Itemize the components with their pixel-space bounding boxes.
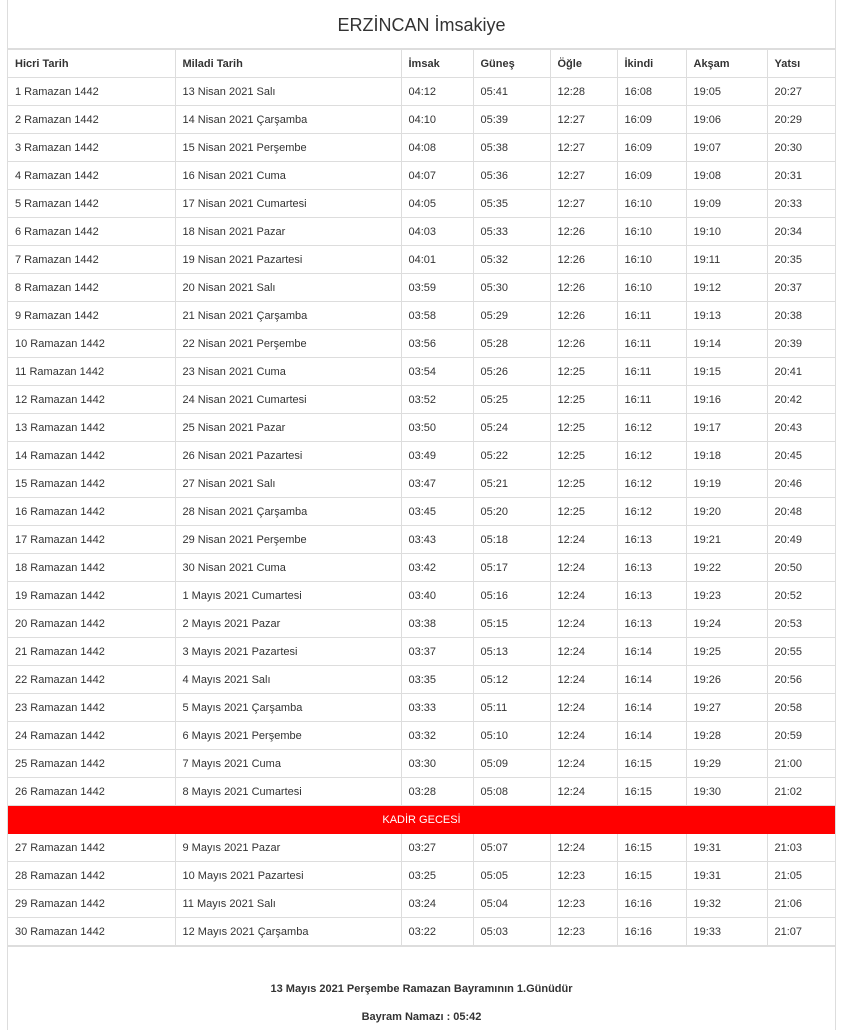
cell-hicri: 25 Ramazan 1442 xyxy=(8,750,175,778)
cell-ogle: 12:24 xyxy=(550,694,617,722)
table-row xyxy=(8,526,835,554)
table-row xyxy=(8,442,835,470)
cell-yatsi: 21:00 xyxy=(767,750,835,778)
cell-gunes: 05:10 xyxy=(473,722,550,750)
cell-imsak: 03:52 xyxy=(401,386,473,414)
cell-yatsi: 20:29 xyxy=(767,106,835,134)
cell-imsak: 03:30 xyxy=(401,750,473,778)
table-row xyxy=(8,554,835,582)
cell-gunes: 05:41 xyxy=(473,78,550,106)
cell-ikindi: 16:11 xyxy=(617,358,686,386)
cell-imsak: 03:49 xyxy=(401,442,473,470)
cell-ikindi: 16:08 xyxy=(617,78,686,106)
cell-miladi: 16 Nisan 2021 Cuma xyxy=(175,162,401,190)
table-row xyxy=(8,246,835,274)
table-row xyxy=(8,274,835,302)
cell-aksam: 19:10 xyxy=(686,218,767,246)
table-row xyxy=(8,666,835,694)
table-row xyxy=(8,722,835,750)
cell-miladi: 3 Mayıs 2021 Pazartesi xyxy=(175,638,401,666)
cell-aksam: 19:18 xyxy=(686,442,767,470)
cell-imsak: 03:38 xyxy=(401,610,473,638)
table-row xyxy=(8,190,835,218)
cell-aksam: 19:28 xyxy=(686,722,767,750)
cell-gunes: 05:36 xyxy=(473,162,550,190)
cell-gunes: 05:29 xyxy=(473,302,550,330)
cell-aksam: 19:14 xyxy=(686,330,767,358)
cell-gunes: 05:09 xyxy=(473,750,550,778)
cell-miladi: 2 Mayıs 2021 Pazar xyxy=(175,610,401,638)
cell-gunes: 05:08 xyxy=(473,778,550,806)
cell-miladi: 19 Nisan 2021 Pazartesi xyxy=(175,246,401,274)
cell-aksam: 19:20 xyxy=(686,498,767,526)
cell-yatsi: 20:55 xyxy=(767,638,835,666)
cell-hicri: 8 Ramazan 1442 xyxy=(8,274,175,302)
cell-imsak: 04:05 xyxy=(401,190,473,218)
cell-ogle: 12:26 xyxy=(550,246,617,274)
cell-miladi: 14 Nisan 2021 Çarşamba xyxy=(175,106,401,134)
cell-imsak: 03:47 xyxy=(401,470,473,498)
cell-yatsi: 20:59 xyxy=(767,722,835,750)
imsakiye-table xyxy=(8,49,835,946)
cell-gunes: 05:24 xyxy=(473,414,550,442)
cell-aksam: 19:16 xyxy=(686,386,767,414)
cell-miladi: 22 Nisan 2021 Perşembe xyxy=(175,330,401,358)
cell-ikindi: 16:11 xyxy=(617,386,686,414)
cell-gunes: 05:28 xyxy=(473,330,550,358)
header-yatsi: Yatsı xyxy=(767,50,835,78)
cell-miladi: 29 Nisan 2021 Perşembe xyxy=(175,526,401,554)
cell-gunes: 05:39 xyxy=(473,106,550,134)
cell-ogle: 12:24 xyxy=(550,834,617,862)
cell-ikindi: 16:12 xyxy=(617,498,686,526)
cell-aksam: 19:33 xyxy=(686,918,767,946)
cell-yatsi: 20:37 xyxy=(767,274,835,302)
table-row xyxy=(8,834,835,862)
cell-ogle: 12:25 xyxy=(550,414,617,442)
cell-miladi: 21 Nisan 2021 Çarşamba xyxy=(175,302,401,330)
cell-aksam: 19:17 xyxy=(686,414,767,442)
cell-aksam: 19:31 xyxy=(686,862,767,890)
cell-ogle: 12:25 xyxy=(550,498,617,526)
cell-ikindi: 16:10 xyxy=(617,190,686,218)
cell-hicri: 12 Ramazan 1442 xyxy=(8,386,175,414)
table-row xyxy=(8,750,835,778)
cell-miladi: 27 Nisan 2021 Salı xyxy=(175,470,401,498)
table-row xyxy=(8,498,835,526)
kadir-gecesi-row xyxy=(8,806,835,834)
table-row xyxy=(8,358,835,386)
cell-imsak: 03:25 xyxy=(401,862,473,890)
cell-hicri: 19 Ramazan 1442 xyxy=(8,582,175,610)
header-miladi: Miladi Tarih xyxy=(175,50,401,78)
cell-ogle: 12:24 xyxy=(550,722,617,750)
cell-miladi: 7 Mayıs 2021 Cuma xyxy=(175,750,401,778)
cell-aksam: 19:27 xyxy=(686,694,767,722)
cell-ikindi: 16:14 xyxy=(617,666,686,694)
cell-ogle: 12:24 xyxy=(550,554,617,582)
cell-ogle: 12:26 xyxy=(550,330,617,358)
cell-ikindi: 16:10 xyxy=(617,274,686,302)
table-row xyxy=(8,582,835,610)
cell-hicri: 24 Ramazan 1442 xyxy=(8,722,175,750)
cell-aksam: 19:29 xyxy=(686,750,767,778)
cell-imsak: 03:37 xyxy=(401,638,473,666)
cell-imsak: 04:07 xyxy=(401,162,473,190)
table-row xyxy=(8,134,835,162)
cell-gunes: 05:38 xyxy=(473,134,550,162)
cell-imsak: 03:50 xyxy=(401,414,473,442)
cell-ogle: 12:24 xyxy=(550,610,617,638)
cell-hicri: 6 Ramazan 1442 xyxy=(8,218,175,246)
cell-aksam: 19:06 xyxy=(686,106,767,134)
cell-miladi: 5 Mayıs 2021 Çarşamba xyxy=(175,694,401,722)
cell-ikindi: 16:12 xyxy=(617,442,686,470)
table-row xyxy=(8,78,835,106)
cell-ogle: 12:25 xyxy=(550,358,617,386)
cell-imsak: 03:40 xyxy=(401,582,473,610)
cell-hicri: 9 Ramazan 1442 xyxy=(8,302,175,330)
cell-ikindi: 16:09 xyxy=(617,162,686,190)
cell-miladi: 13 Nisan 2021 Salı xyxy=(175,78,401,106)
header-aksam: Akşam xyxy=(686,50,767,78)
kadir-gecesi-label: KADİR GECESİ xyxy=(8,806,835,834)
cell-ogle: 12:27 xyxy=(550,134,617,162)
cell-ikindi: 16:16 xyxy=(617,890,686,918)
table-row xyxy=(8,638,835,666)
table-header-row xyxy=(8,50,835,78)
cell-yatsi: 20:31 xyxy=(767,162,835,190)
cell-aksam: 19:15 xyxy=(686,358,767,386)
cell-hicri: 10 Ramazan 1442 xyxy=(8,330,175,358)
cell-ikindi: 16:16 xyxy=(617,918,686,946)
cell-gunes: 05:04 xyxy=(473,890,550,918)
table-row xyxy=(8,918,835,946)
table-body xyxy=(8,78,835,946)
cell-yatsi: 20:52 xyxy=(767,582,835,610)
table-row xyxy=(8,890,835,918)
cell-imsak: 03:35 xyxy=(401,666,473,694)
cell-gunes: 05:25 xyxy=(473,386,550,414)
header-ogle: Öğle xyxy=(550,50,617,78)
cell-gunes: 05:17 xyxy=(473,554,550,582)
cell-miladi: 1 Mayıs 2021 Cumartesi xyxy=(175,582,401,610)
cell-aksam: 19:13 xyxy=(686,302,767,330)
cell-ogle: 12:27 xyxy=(550,162,617,190)
header-hicri: Hicri Tarih xyxy=(8,50,175,78)
cell-hicri: 17 Ramazan 1442 xyxy=(8,526,175,554)
cell-ogle: 12:26 xyxy=(550,302,617,330)
cell-gunes: 05:18 xyxy=(473,526,550,554)
cell-ikindi: 16:14 xyxy=(617,694,686,722)
cell-aksam: 19:08 xyxy=(686,162,767,190)
cell-imsak: 03:43 xyxy=(401,526,473,554)
cell-hicri: 11 Ramazan 1442 xyxy=(8,358,175,386)
bayram-namazi: Bayram Namazı : 05:42 xyxy=(361,1011,482,1023)
cell-gunes: 05:35 xyxy=(473,190,550,218)
cell-gunes: 05:12 xyxy=(473,666,550,694)
cell-yatsi: 20:34 xyxy=(767,218,835,246)
cell-hicri: 30 Ramazan 1442 xyxy=(8,918,175,946)
cell-hicri: 15 Ramazan 1442 xyxy=(8,470,175,498)
header-gunes: Güneş xyxy=(473,50,550,78)
cell-imsak: 03:27 xyxy=(401,834,473,862)
cell-ikindi: 16:11 xyxy=(617,330,686,358)
cell-aksam: 19:30 xyxy=(686,778,767,806)
cell-ogle: 12:23 xyxy=(550,890,617,918)
cell-ogle: 12:26 xyxy=(550,218,617,246)
cell-miladi: 20 Nisan 2021 Salı xyxy=(175,274,401,302)
cell-ogle: 12:23 xyxy=(550,918,617,946)
cell-ogle: 12:24 xyxy=(550,526,617,554)
cell-gunes: 05:21 xyxy=(473,470,550,498)
cell-miladi: 10 Mayıs 2021 Pazartesi xyxy=(175,862,401,890)
cell-ogle: 12:24 xyxy=(550,778,617,806)
cell-gunes: 05:32 xyxy=(473,246,550,274)
cell-gunes: 05:11 xyxy=(473,694,550,722)
cell-ogle: 12:24 xyxy=(550,666,617,694)
cell-hicri: 1 Ramazan 1442 xyxy=(8,78,175,106)
cell-yatsi: 20:41 xyxy=(767,358,835,386)
cell-yatsi: 20:45 xyxy=(767,442,835,470)
table-row xyxy=(8,330,835,358)
cell-hicri: 22 Ramazan 1442 xyxy=(8,666,175,694)
cell-yatsi: 20:56 xyxy=(767,666,835,694)
cell-yatsi: 20:35 xyxy=(767,246,835,274)
cell-yatsi: 20:49 xyxy=(767,526,835,554)
cell-yatsi: 20:46 xyxy=(767,470,835,498)
table-row xyxy=(8,778,835,806)
cell-imsak: 03:59 xyxy=(401,274,473,302)
table-row xyxy=(8,302,835,330)
cell-miladi: 28 Nisan 2021 Çarşamba xyxy=(175,498,401,526)
cell-ikindi: 16:09 xyxy=(617,106,686,134)
cell-gunes: 05:16 xyxy=(473,582,550,610)
header-imsak: İmsak xyxy=(401,50,473,78)
cell-imsak: 03:42 xyxy=(401,554,473,582)
cell-ogle: 12:25 xyxy=(550,386,617,414)
cell-ikindi: 16:12 xyxy=(617,414,686,442)
table-row xyxy=(8,386,835,414)
cell-ikindi: 16:15 xyxy=(617,834,686,862)
cell-ikindi: 16:15 xyxy=(617,778,686,806)
cell-miladi: 24 Nisan 2021 Cumartesi xyxy=(175,386,401,414)
cell-miladi: 17 Nisan 2021 Cumartesi xyxy=(175,190,401,218)
cell-miladi: 30 Nisan 2021 Cuma xyxy=(175,554,401,582)
cell-aksam: 19:25 xyxy=(686,638,767,666)
cell-ogle: 12:26 xyxy=(550,274,617,302)
cell-gunes: 05:20 xyxy=(473,498,550,526)
cell-gunes: 05:22 xyxy=(473,442,550,470)
cell-imsak: 03:24 xyxy=(401,890,473,918)
cell-yatsi: 21:03 xyxy=(767,834,835,862)
table-row xyxy=(8,162,835,190)
cell-ogle: 12:24 xyxy=(550,638,617,666)
cell-ikindi: 16:15 xyxy=(617,862,686,890)
table-row xyxy=(8,106,835,134)
table-row xyxy=(8,610,835,638)
cell-aksam: 19:09 xyxy=(686,190,767,218)
cell-yatsi: 20:48 xyxy=(767,498,835,526)
cell-hicri: 2 Ramazan 1442 xyxy=(8,106,175,134)
cell-imsak: 04:03 xyxy=(401,218,473,246)
cell-ikindi: 16:14 xyxy=(617,638,686,666)
cell-hicri: 27 Ramazan 1442 xyxy=(8,834,175,862)
cell-gunes: 05:07 xyxy=(473,834,550,862)
cell-imsak: 03:56 xyxy=(401,330,473,358)
cell-imsak: 04:08 xyxy=(401,134,473,162)
cell-aksam: 19:31 xyxy=(686,834,767,862)
cell-miladi: 6 Mayıs 2021 Perşembe xyxy=(175,722,401,750)
cell-aksam: 19:22 xyxy=(686,554,767,582)
cell-miladi: 26 Nisan 2021 Pazartesi xyxy=(175,442,401,470)
cell-gunes: 05:05 xyxy=(473,862,550,890)
cell-imsak: 03:54 xyxy=(401,358,473,386)
cell-gunes: 05:13 xyxy=(473,638,550,666)
cell-ogle: 12:27 xyxy=(550,190,617,218)
cell-ogle: 12:27 xyxy=(550,106,617,134)
cell-hicri: 21 Ramazan 1442 xyxy=(8,638,175,666)
cell-yatsi: 20:38 xyxy=(767,302,835,330)
cell-hicri: 16 Ramazan 1442 xyxy=(8,498,175,526)
cell-aksam: 19:32 xyxy=(686,890,767,918)
cell-hicri: 28 Ramazan 1442 xyxy=(8,862,175,890)
cell-hicri: 20 Ramazan 1442 xyxy=(8,610,175,638)
cell-miladi: 18 Nisan 2021 Pazar xyxy=(175,218,401,246)
cell-yatsi: 20:53 xyxy=(767,610,835,638)
imsakiye-panel xyxy=(7,0,836,1030)
cell-gunes: 05:03 xyxy=(473,918,550,946)
cell-ikindi: 16:14 xyxy=(617,722,686,750)
cell-yatsi: 20:50 xyxy=(767,554,835,582)
cell-yatsi: 20:58 xyxy=(767,694,835,722)
page-title: ERZİNCAN İmsakiye xyxy=(8,0,835,49)
cell-imsak: 03:33 xyxy=(401,694,473,722)
cell-imsak: 04:10 xyxy=(401,106,473,134)
cell-imsak: 03:22 xyxy=(401,918,473,946)
cell-hicri: 23 Ramazan 1442 xyxy=(8,694,175,722)
cell-yatsi: 20:42 xyxy=(767,386,835,414)
cell-imsak: 03:32 xyxy=(401,722,473,750)
cell-yatsi: 20:33 xyxy=(767,190,835,218)
cell-yatsi: 21:06 xyxy=(767,890,835,918)
cell-aksam: 19:26 xyxy=(686,666,767,694)
table-row xyxy=(8,470,835,498)
cell-yatsi: 21:05 xyxy=(767,862,835,890)
cell-gunes: 05:26 xyxy=(473,358,550,386)
cell-hicri: 7 Ramazan 1442 xyxy=(8,246,175,274)
cell-ikindi: 16:10 xyxy=(617,246,686,274)
cell-hicri: 4 Ramazan 1442 xyxy=(8,162,175,190)
cell-aksam: 19:05 xyxy=(686,78,767,106)
bayram-note: 13 Mayıs 2021 Perşembe Ramazan Bayramının 1.Günüdür xyxy=(270,983,573,995)
table-row xyxy=(8,862,835,890)
cell-yatsi: 20:27 xyxy=(767,78,835,106)
cell-ogle: 12:24 xyxy=(550,750,617,778)
table-row xyxy=(8,218,835,246)
cell-gunes: 05:30 xyxy=(473,274,550,302)
cell-hicri: 3 Ramazan 1442 xyxy=(8,134,175,162)
footer xyxy=(8,946,835,1031)
cell-miladi: 12 Mayıs 2021 Çarşamba xyxy=(175,918,401,946)
cell-miladi: 25 Nisan 2021 Pazar xyxy=(175,414,401,442)
cell-yatsi: 20:30 xyxy=(767,134,835,162)
cell-ikindi: 16:10 xyxy=(617,218,686,246)
cell-aksam: 19:23 xyxy=(686,582,767,610)
cell-gunes: 05:33 xyxy=(473,218,550,246)
cell-ogle: 12:23 xyxy=(550,862,617,890)
cell-yatsi: 21:02 xyxy=(767,778,835,806)
cell-miladi: 9 Mayıs 2021 Pazar xyxy=(175,834,401,862)
cell-aksam: 19:24 xyxy=(686,610,767,638)
cell-aksam: 19:12 xyxy=(686,274,767,302)
cell-ikindi: 16:15 xyxy=(617,750,686,778)
cell-ikindi: 16:09 xyxy=(617,134,686,162)
cell-hicri: 26 Ramazan 1442 xyxy=(8,778,175,806)
cell-hicri: 14 Ramazan 1442 xyxy=(8,442,175,470)
header-ikindi: İkindi xyxy=(617,50,686,78)
cell-hicri: 18 Ramazan 1442 xyxy=(8,554,175,582)
cell-ogle: 12:24 xyxy=(550,582,617,610)
cell-aksam: 19:07 xyxy=(686,134,767,162)
cell-ikindi: 16:12 xyxy=(617,470,686,498)
cell-aksam: 19:11 xyxy=(686,246,767,274)
cell-aksam: 19:21 xyxy=(686,526,767,554)
cell-imsak: 03:45 xyxy=(401,498,473,526)
cell-miladi: 15 Nisan 2021 Perşembe xyxy=(175,134,401,162)
cell-gunes: 05:15 xyxy=(473,610,550,638)
cell-ikindi: 16:13 xyxy=(617,554,686,582)
cell-miladi: 11 Mayıs 2021 Salı xyxy=(175,890,401,918)
footer-spacer xyxy=(8,947,835,975)
cell-hicri: 5 Ramazan 1442 xyxy=(8,190,175,218)
cell-yatsi: 20:43 xyxy=(767,414,835,442)
cell-ikindi: 16:13 xyxy=(617,582,686,610)
cell-ikindi: 16:13 xyxy=(617,610,686,638)
cell-imsak: 04:01 xyxy=(401,246,473,274)
cell-miladi: 4 Mayıs 2021 Salı xyxy=(175,666,401,694)
cell-imsak: 03:28 xyxy=(401,778,473,806)
cell-hicri: 13 Ramazan 1442 xyxy=(8,414,175,442)
cell-yatsi: 21:07 xyxy=(767,918,835,946)
cell-ogle: 12:25 xyxy=(550,442,617,470)
cell-ikindi: 16:11 xyxy=(617,302,686,330)
cell-miladi: 8 Mayıs 2021 Cumartesi xyxy=(175,778,401,806)
table-row xyxy=(8,414,835,442)
cell-ikindi: 16:13 xyxy=(617,526,686,554)
cell-imsak: 03:58 xyxy=(401,302,473,330)
table-row xyxy=(8,694,835,722)
cell-aksam: 19:19 xyxy=(686,470,767,498)
cell-hicri: 29 Ramazan 1442 xyxy=(8,890,175,918)
cell-imsak: 04:12 xyxy=(401,78,473,106)
cell-ogle: 12:25 xyxy=(550,470,617,498)
cell-yatsi: 20:39 xyxy=(767,330,835,358)
cell-miladi: 23 Nisan 2021 Cuma xyxy=(175,358,401,386)
cell-ogle: 12:28 xyxy=(550,78,617,106)
